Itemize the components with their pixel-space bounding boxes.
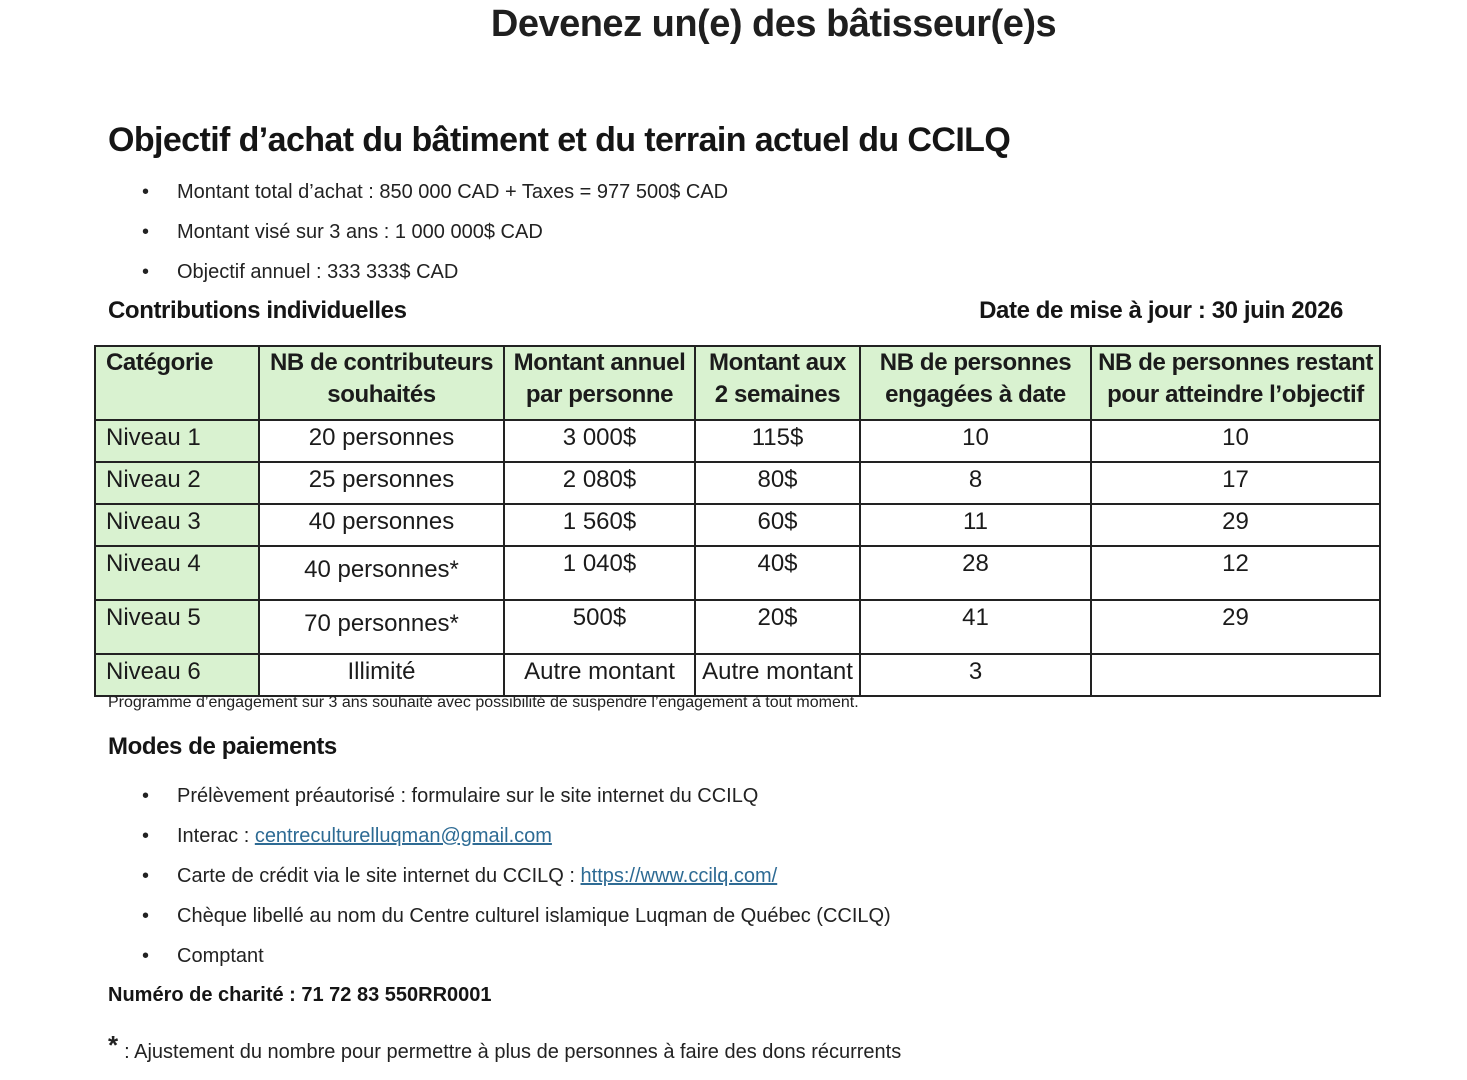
table-cell: 70 personnes* [259, 600, 504, 654]
table-cell: 500$ [504, 600, 695, 654]
table-cell: Niveau 4 [95, 546, 259, 600]
table-cell: 17 [1091, 462, 1380, 504]
table-cell: 60$ [695, 504, 860, 546]
table-cell: 115$ [695, 420, 860, 462]
table-cell: Niveau 1 [95, 420, 259, 462]
list-item: • Objectif annuel : 333 333$ CAD [140, 252, 728, 292]
table-cell: Autre montant [695, 654, 860, 696]
column-header: Montant aux 2 semaines [695, 346, 860, 420]
column-header: NB de personnes restant pour atteindre l’objectif [1091, 346, 1380, 420]
list-item [140, 856, 891, 896]
table-cell: Illimité [259, 654, 504, 696]
table-cell: 29 [1091, 504, 1380, 546]
table-cell: 80$ [695, 462, 860, 504]
table-cell: Niveau 5 [95, 600, 259, 654]
website-link[interactable]: https://www.ccilq.com/ [580, 865, 778, 887]
footnote-text: : Ajustement du nombre pour permettre à plus de personnes à faire des dons récurrents [124, 1041, 902, 1063]
table-row [95, 600, 1380, 654]
interac-label: Interac : [177, 825, 255, 847]
table-cell: 1 560$ [504, 504, 695, 546]
list-item: • Comptant [140, 936, 891, 976]
payments-heading: Modes de paiements [108, 733, 337, 760]
page-title: Devenez un(e) des bâtisseur(e)s [490, 3, 1057, 45]
column-header: Montant annuel par personne [504, 346, 695, 420]
table-row [95, 420, 1380, 462]
charity-number: Numéro de charité : 71 72 83 550RR0001 [108, 984, 492, 1006]
table-cell: Autre montant [504, 654, 695, 696]
list-item: • Montant visé sur 3 ans : 1 000 000$ CAD [140, 212, 728, 252]
table-cell: 2 080$ [504, 462, 695, 504]
payments-list [140, 776, 891, 976]
table-row [95, 462, 1380, 504]
table-row [95, 546, 1380, 600]
table-cell: 41 [860, 600, 1091, 654]
table-cell: 28 [860, 546, 1091, 600]
table-cell: 8 [860, 462, 1091, 504]
column-header: Catégorie [95, 346, 259, 420]
list-item: • Prélèvement préautorisé : formulaire sur le site internet du CCILQ [140, 776, 891, 816]
table-note: Programme d’engagement sur 3 ans souhaité avec possibilité de suspendre l’engagement à tout moment. [108, 694, 859, 711]
table-cell [1091, 654, 1380, 696]
table-cell: Niveau 3 [95, 504, 259, 546]
footnote [108, 1030, 901, 1064]
footnote-marker: * [108, 1030, 119, 1060]
contributions-table [94, 345, 1381, 697]
table-cell: 40 personnes* [259, 546, 504, 600]
table-cell: 1 040$ [504, 546, 695, 600]
table-row [95, 504, 1380, 546]
table-row [95, 654, 1380, 696]
table-cell: 10 [1091, 420, 1380, 462]
table-cell: 20$ [695, 600, 860, 654]
table-cell: 20 personnes [259, 420, 504, 462]
list-item: • Chèque libellé au nom du Centre culturel islamique Luqman de Québec (CCILQ) [140, 896, 891, 936]
objective-list [140, 172, 728, 292]
objective-heading: Objectif d’achat du bâtiment et du terrain actuel du CCILQ [108, 121, 1011, 159]
contributions-heading: Contributions individuelles [108, 297, 407, 324]
credit-card-label: Carte de crédit via le site internet du CCILQ : [177, 865, 581, 887]
column-header: NB de contributeurs souhaités [259, 346, 504, 420]
column-header: NB de personnes engagées à date [860, 346, 1091, 420]
update-date: Date de mise à jour : 30 juin 2026 [979, 297, 1343, 324]
table-cell: 11 [860, 504, 1091, 546]
table-cell: 29 [1091, 600, 1380, 654]
table-cell: 3 [860, 654, 1091, 696]
table-header-row [95, 346, 1380, 420]
email-link[interactable]: centreculturelluqman@gmail.com [254, 825, 552, 847]
table-cell: Niveau 2 [95, 462, 259, 504]
table-cell: 12 [1091, 546, 1380, 600]
list-item [140, 816, 891, 856]
table-cell: Niveau 6 [95, 654, 259, 696]
table-cell: 40$ [695, 546, 860, 600]
table-cell: 3 000$ [504, 420, 695, 462]
table-cell: 10 [860, 420, 1091, 462]
table-cell: 25 personnes [259, 462, 504, 504]
list-item: • Montant total d’achat : 850 000 CAD + Taxes = 977 500$ CAD [140, 172, 728, 212]
table-cell: 40 personnes [259, 504, 504, 546]
